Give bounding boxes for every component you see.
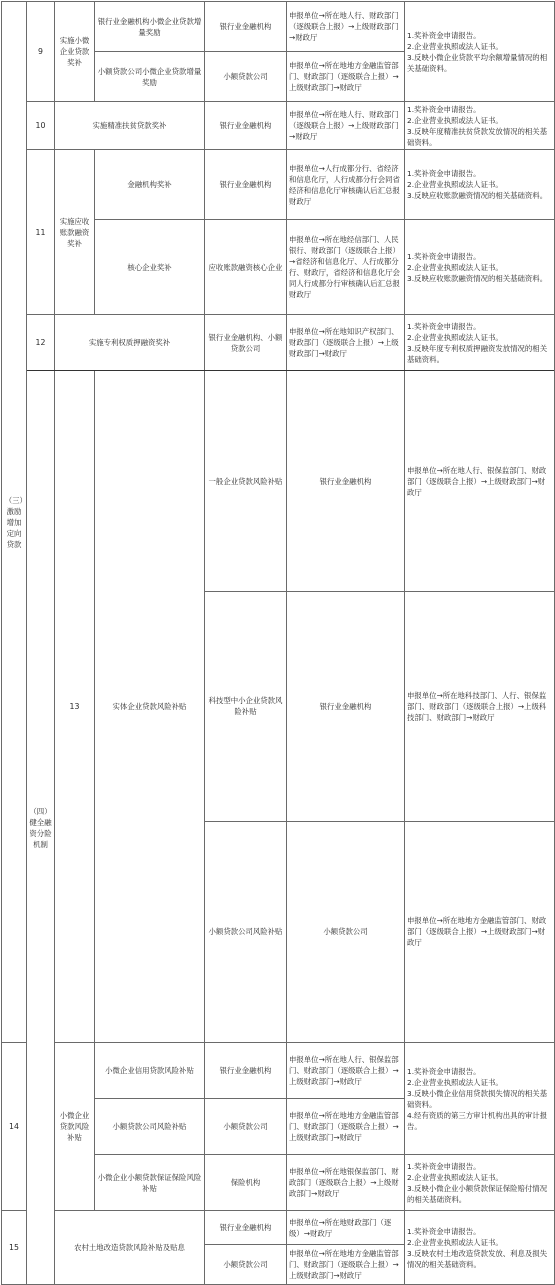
- item-name: 实施小微企业贷款奖补: [55, 2, 95, 102]
- item-name: 实体企业贷款风险补贴: [95, 371, 205, 1043]
- agency-cell: 小额贷款公司: [205, 52, 287, 102]
- category-cell-3: （三）激励增加定向贷款: [2, 2, 27, 1043]
- row-number: 13: [55, 371, 95, 1043]
- row-number: 14: [2, 1043, 27, 1211]
- row-number: 11: [27, 150, 55, 315]
- materials-cell: 1.奖补资金申请报告。 2.企业营业执照或法人证书。 3.反映应收账款融资情况的相关基础资料。: [405, 150, 555, 220]
- subitem-label: 小微企业小额贷款保证保险风险补贴: [95, 1155, 205, 1211]
- agency-cell: 银行业金融机构、小额贷款公司: [205, 315, 287, 371]
- procedure-cell: 申报单位→所在地科技部门、人行、银保监部门、财政部门（逐级联合上报）→上级科技部门、财政部门→财政厅: [405, 592, 555, 821]
- item-name: 实施专利权质押融资奖补: [55, 315, 205, 371]
- agency-cell: 银行业金融机构: [205, 102, 287, 150]
- policy-table: [1, 1, 555, 1285]
- agency-cell: 银行业金融机构: [205, 150, 287, 220]
- agency-cell: 银行业金融机构: [287, 371, 405, 592]
- agency-cell: 银行业金融机构: [205, 1043, 287, 1099]
- procedure-cell: 申报单位→所在地地方金融监管部门、财政部门（逐级联合上报）→上级财政部门→财政厅: [287, 1245, 405, 1285]
- materials-cell: 1.奖补资金申请报告。 2.企业营业执照或法人证书。 3.反映小微企业贷款平均余额增量情况的相关基础资料。: [405, 2, 555, 102]
- agency-cell: 银行业金融机构: [205, 1211, 287, 1245]
- agency-cell: 保险机构: [205, 1155, 287, 1211]
- materials-cell: 1.奖补资金申请报告。 2.企业营业执照或法人证书。 3.反映农村土地改造贷款发放、利息及损失情况的相关基础资料。: [405, 1211, 555, 1285]
- agency-cell: 小额贷款公司: [205, 1245, 287, 1285]
- subitem-label: 小微企业信用贷款风险补贴: [95, 1043, 205, 1099]
- subitem-label: 银行业金融机构小微企业贷款增量奖励: [95, 2, 205, 52]
- row-number: 10: [27, 102, 55, 150]
- procedure-cell: 申报单位→所在地人行、银保监部门、财政部门（逐级联合上报）→上级财政部门→财政厅: [287, 1043, 405, 1099]
- procedure-cell: 申报单位→所在地地方金融监管部门、财政部门（逐级联合上报）→上级财政部门→财政厅: [405, 821, 555, 1042]
- procedure-cell: 申报单位→所在地地方金融监管部门、财政部门（逐级联合上报）→上级财政部门→财政厅: [287, 1099, 405, 1155]
- item-name: 实施应收账款融资奖补: [55, 150, 95, 315]
- item-name: 实施精准扶贫贷款奖补: [55, 102, 205, 150]
- procedure-cell: 申报单位→所在地人行、银保监部门、财政部门（逐级联合上报）→上级财政部门→财政厅: [405, 371, 555, 592]
- category-cell-4: （四）健全融资分险机制: [27, 371, 55, 1285]
- subitem-label: 小额贷款公司小微企业贷款增量奖励: [95, 52, 205, 102]
- row-number: 12: [27, 315, 55, 371]
- agency-cell: 银行业金融机构: [287, 592, 405, 821]
- item-name: 农村土地改造贷款风险补贴及贴息: [55, 1211, 205, 1285]
- procedure-cell: 申报单位→人行成都分行、省经济和信息化厅，人行成都分行会同省经济和信息化厅审核确认后汇总报财政厅: [287, 150, 405, 220]
- materials-cell: 1.奖补资金申请报告。 2.企业营业执照或法人证书。 3.反映小微企业信用贷款损失情况的相关基础资料。 4.经有资质的第三方审计机构出具的审计报告。: [405, 1043, 555, 1155]
- procedure-cell: 申报单位→所在地人行、财政部门（逐级联合上报）→上级财政部门→财政厅: [287, 102, 405, 150]
- row-number: 15: [2, 1211, 27, 1285]
- procedure-cell: 申报单位→所在地人行、财政部门（逐级联合上报）→上级财政部门→财政厅: [287, 2, 405, 52]
- procedure-cell: 申报单位→所在地财政部门（逐级）→财政厅: [287, 1211, 405, 1245]
- subitem-label: 核心企业奖补: [95, 220, 205, 315]
- procedure-cell: 申报单位→所在地知识产权部门、财政部门（逐级联合上报）→上级财政部门→财政厅: [287, 315, 405, 371]
- subitem-label: 科技型中小企业贷款风险补贴: [205, 592, 287, 821]
- materials-cell: 1.奖补资金申请报告。 2.企业营业执照或法人证书。 3.反映小微企业小额贷款保证保险赔付情况的相关基础资料。: [405, 1155, 555, 1211]
- subitem-label: 小额贷款公司风险补贴: [95, 1099, 205, 1155]
- subitem-label: 金融机构奖补: [95, 150, 205, 220]
- procedure-cell: 申报单位→所在地经信部门、人民银行、财政部门（逐级联合上报）→省经济和信息化厅、人行成都分行、财政厅，省经济和信息化厅会同人行成都分行审核确认后汇总报财政厅: [287, 220, 405, 315]
- item-name: 小微企业贷款风险补贴: [55, 1043, 95, 1211]
- subitem-label: 小额贷款公司风险补贴: [205, 821, 287, 1042]
- agency-cell: 应收账款融资核心企业: [205, 220, 287, 315]
- row-number: 9: [27, 2, 55, 102]
- materials-cell: 1.奖补资金申请报告。 2.企业营业执照或法人证书。 3.反映应收账款融资情况的相关基础资料。: [405, 220, 555, 315]
- subitem-label: 一般企业贷款风险补贴: [205, 371, 287, 592]
- agency-cell: 小额贷款公司: [205, 1099, 287, 1155]
- materials-cell: 1.奖补资金申请报告。 2.企业营业执照或法人证书。 3.反映年度专利权质押融资发放情况的相关基础资料。: [405, 315, 555, 371]
- agency-cell: 小额贷款公司: [287, 821, 405, 1042]
- agency-cell: 银行业金融机构: [205, 2, 287, 52]
- procedure-cell: 申报单位→所在地地方金融监管部门、财政部门（逐级联合上报）→上级财政部门→财政厅: [287, 52, 405, 102]
- procedure-cell: 申报单位→所在地银保监部门、财政部门（逐级联合上报）→上级财政部门→财政厅: [287, 1155, 405, 1211]
- materials-cell: 1.奖补资金申请报告。 2.企业营业执照或法人证书。 3.反映年度精准扶贫贷款发放情况的相关基础资料。: [405, 102, 555, 150]
